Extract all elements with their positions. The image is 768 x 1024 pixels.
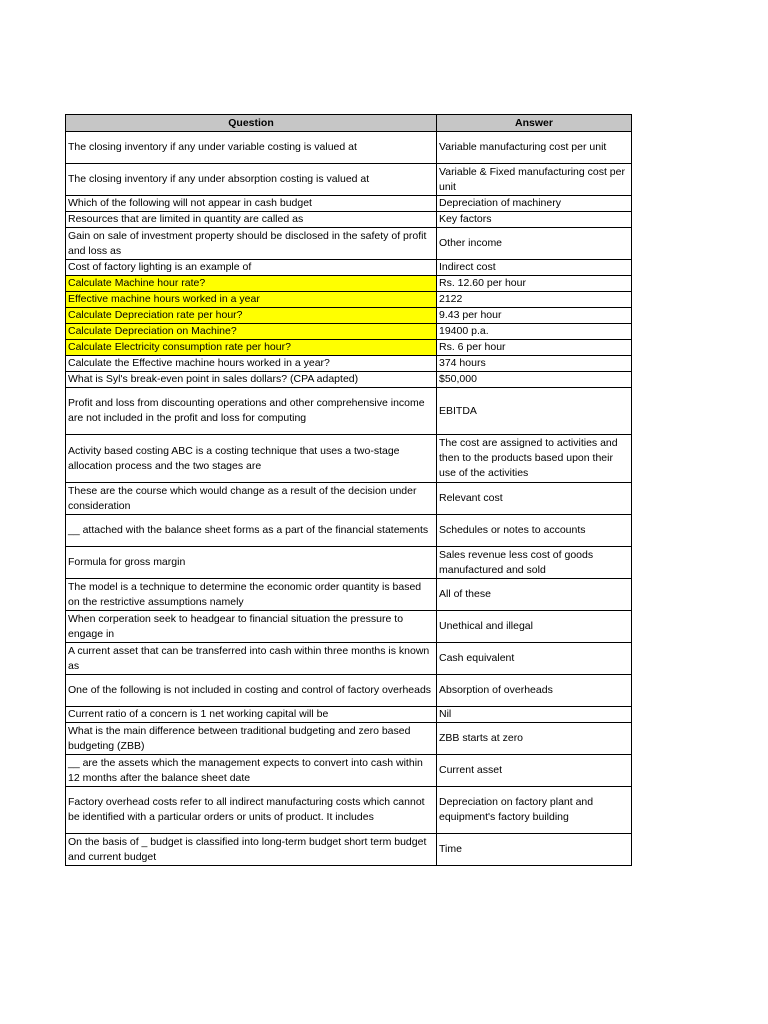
answer-cell: 19400 p.a. [437,324,632,340]
table-row [66,611,632,643]
table-row [66,388,632,435]
table-row [66,483,632,515]
question-cell: __ attached with the balance sheet forms as a part of the financial statements [66,515,437,547]
question-cell: The model is a technique to determine the economic order quantity is based on the restrictive assumptions namely [66,579,437,611]
question-cell: Formula for gross margin [66,547,437,579]
table-row [66,723,632,755]
question-column-header: Question [66,115,437,132]
answer-cell: ZBB starts at zero [437,723,632,755]
answer-cell: $50,000 [437,372,632,388]
table-row [66,196,632,212]
question-cell: One of the following is not included in costing and control of factory overheads [66,675,437,707]
question-cell: Calculate Depreciation on Machine? [66,324,437,340]
table-row [66,164,632,196]
table-row [66,372,632,388]
answer-cell: Depreciation of machinery [437,196,632,212]
question-cell: Cost of factory lighting is an example of [66,260,437,276]
table-row [66,787,632,834]
answer-cell: EBITDA [437,388,632,435]
question-cell: Calculate Electricity consumption rate per hour? [66,340,437,356]
question-cell: The closing inventory if any under absorption costing is valued at [66,164,437,196]
answer-cell: Variable manufacturing cost per unit [437,132,632,164]
answer-cell: Key factors [437,212,632,228]
answer-cell: Unethical and illegal [437,611,632,643]
table-header [66,115,632,132]
answer-cell: Depreciation on factory plant and equipment's factory building [437,787,632,834]
table-row [66,579,632,611]
question-cell: Gain on sale of investment property should be disclosed in the safety of profit and loss as [66,228,437,260]
table-row [66,755,632,787]
question-cell: Resources that are limited in quantity are called as [66,212,437,228]
table-row [66,276,632,292]
question-cell: When corperation seek to headgear to financial situation the pressure to engage in [66,611,437,643]
answer-cell: Current asset [437,755,632,787]
question-cell: The closing inventory if any under variable costing is valued at [66,132,437,164]
question-cell: Activity based costing ABC is a costing technique that uses a two-stage allocation process and the two stages are [66,435,437,483]
question-cell: On the basis of _ budget is classified into long-term budget short term budget and current budget [66,834,437,866]
answer-cell: 2122 [437,292,632,308]
answer-cell: Relevant cost [437,483,632,515]
question-cell: Current ratio of a concern is 1 net working capital will be [66,707,437,723]
table-row [66,707,632,723]
question-cell: Calculate Machine hour rate? [66,276,437,292]
question-cell: __ are the assets which the management expects to convert into cash within 12 months after the balance sheet date [66,755,437,787]
answer-cell: Absorption of overheads [437,675,632,707]
table-row [66,324,632,340]
table-row [66,834,632,866]
table-row [66,435,632,483]
answer-cell: Rs. 6 per hour [437,340,632,356]
answer-cell: 9.43 per hour [437,308,632,324]
answer-cell: Sales revenue less cost of goods manufactured and sold [437,547,632,579]
question-cell: Effective machine hours worked in a year [66,292,437,308]
answer-cell: 374 hours [437,356,632,372]
answer-cell: Cash equivalent [437,643,632,675]
question-cell: Which of the following will not appear in cash budget [66,196,437,212]
question-cell: What is Syl's break-even point in sales dollars? (CPA adapted) [66,372,437,388]
table-row [66,212,632,228]
answer-cell: Indirect cost [437,260,632,276]
question-cell: Calculate the Effective machine hours worked in a year? [66,356,437,372]
question-cell: Factory overhead costs refer to all indirect manufacturing costs which cannot be identified with a particular orders or units of product. It includes [66,787,437,834]
answer-cell: The cost are assigned to activities and then to the products based upon their use of the activities [437,435,632,483]
answer-cell: Other income [437,228,632,260]
table-row [66,547,632,579]
question-cell: What is the main difference between traditional budgeting and zero based budgeting (ZBB) [66,723,437,755]
table-row [66,308,632,324]
question-cell: Calculate Depreciation rate per hour? [66,308,437,324]
answer-cell: Nil [437,707,632,723]
table-row [66,228,632,260]
table-row [66,132,632,164]
answer-cell: All of these [437,579,632,611]
header-row [66,115,632,132]
question-cell: These are the course which would change as a result of the decision under consideration [66,483,437,515]
table-row [66,643,632,675]
question-cell: A current asset that can be transferred into cash within three months is known as [66,643,437,675]
table-row [66,675,632,707]
table-row [66,356,632,372]
table-row [66,292,632,308]
answer-cell: Rs. 12.60 per hour [437,276,632,292]
answer-cell: Schedules or notes to accounts [437,515,632,547]
table-row [66,515,632,547]
table-body [66,132,632,866]
question-cell: Profit and loss from discounting operations and other comprehensive income are not included in the profit and loss for computing [66,388,437,435]
table-row [66,260,632,276]
qa-table [65,114,632,866]
answer-column-header: Answer [437,115,632,132]
table-row [66,340,632,356]
answer-cell: Variable & Fixed manufacturing cost per unit [437,164,632,196]
answer-cell: Time [437,834,632,866]
